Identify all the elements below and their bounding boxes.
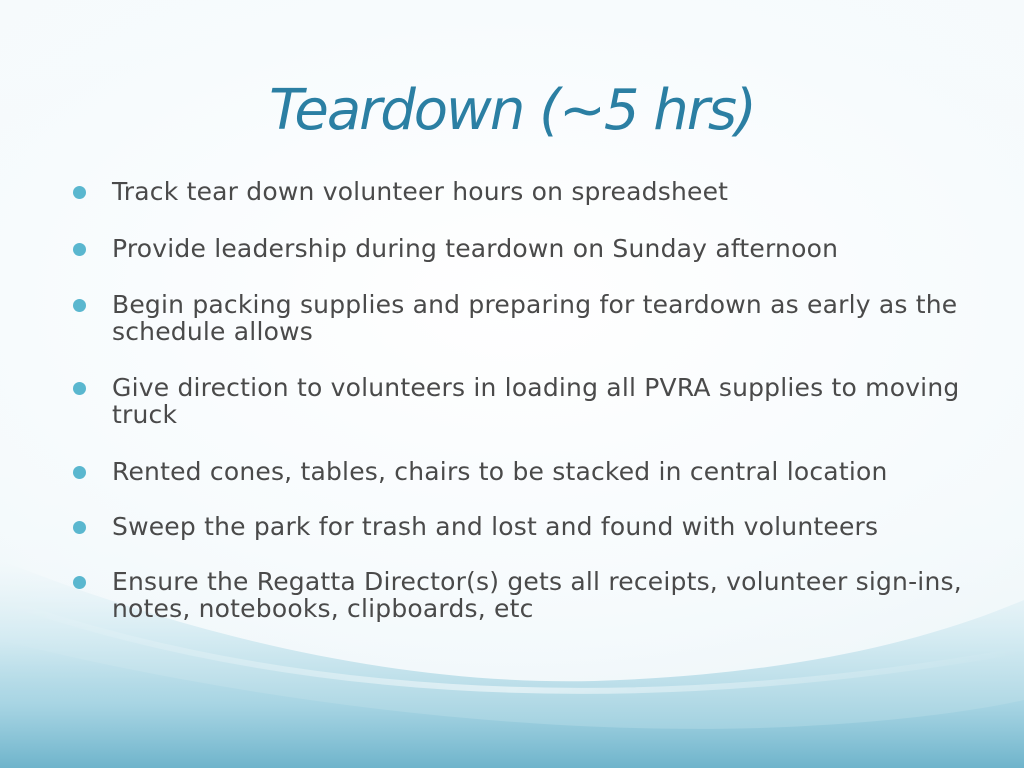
- list-item: [68, 458, 888, 485]
- bullet-text: Begin packing supplies and preparing for teardown as early as the schedule allows: [112, 290, 958, 346]
- list-item: [68, 178, 728, 205]
- bullet-text: Provide leadership during teardown on Sunday afternoon: [112, 234, 839, 263]
- bullet-dot-icon: [73, 299, 86, 312]
- bullet-dot-icon: [73, 243, 86, 256]
- bullet-dot-icon: [73, 521, 86, 534]
- bullet-text: Sweep the park for trash and lost and found with volunteers: [112, 512, 879, 541]
- page-title: Teardown (~5 hrs): [269, 78, 755, 143]
- bullet-text: Rented cones, tables, chairs to be stacked in central location: [112, 457, 888, 486]
- bullet-text: Track tear down volunteer hours on spreadsheet: [112, 177, 729, 206]
- bullet-dot-icon: [73, 576, 86, 589]
- list-item: [68, 291, 968, 345]
- list-item: [68, 235, 838, 262]
- list-item: [68, 374, 968, 428]
- bullet-text: Ensure the Regatta Director(s) gets all receipts, volunteer sign-ins, notes, notebooks, clipboards, etc: [112, 567, 962, 623]
- list-item: [68, 568, 968, 622]
- list-item: [68, 513, 878, 540]
- bullet-dot-icon: [73, 382, 86, 395]
- bullet-dot-icon: [73, 186, 86, 199]
- bullet-dot-icon: [73, 466, 86, 479]
- bullet-text: Give direction to volunteers in loading all PVRA supplies to moving truck: [112, 373, 960, 429]
